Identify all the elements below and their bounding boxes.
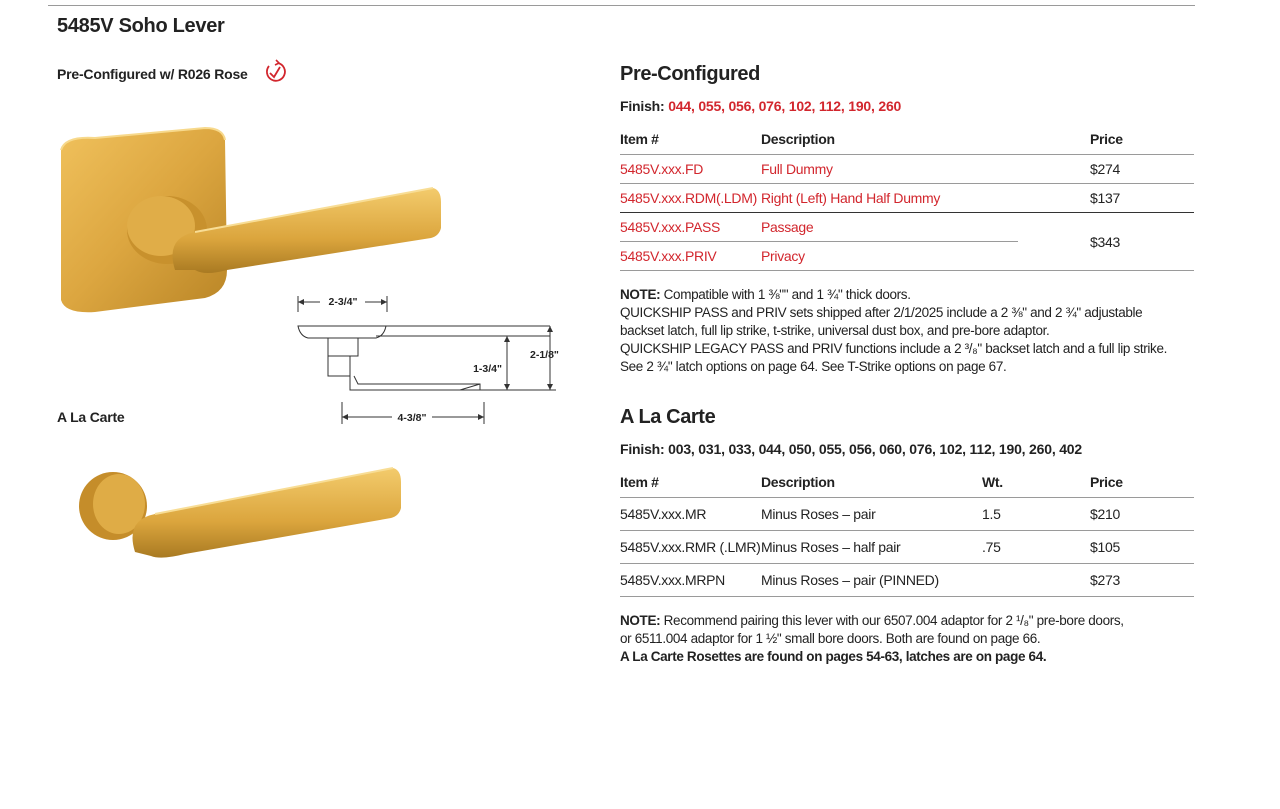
item-description: Passage xyxy=(761,213,1018,242)
dim-height-center: 1-3/4" xyxy=(473,363,502,375)
col-description-header: Description xyxy=(761,467,982,498)
item-price: $210 xyxy=(1090,498,1194,531)
alacarte-table xyxy=(620,467,1194,597)
alacarte-title: A La Carte xyxy=(620,406,716,428)
finish-values: 044, 055, 056, 076, 102, 112, 190, 260 xyxy=(668,98,902,114)
item-price: $137 xyxy=(1090,184,1194,213)
col-item-header: Item # xyxy=(620,124,761,155)
item-number: 5485V.xxx.RDM(.LDM) xyxy=(620,184,761,213)
item-description: Privacy xyxy=(761,242,1018,271)
table-header-row xyxy=(620,124,1194,155)
preconfigured-note xyxy=(620,286,1167,376)
item-number: 5485V.xxx.FD xyxy=(620,155,761,184)
item-number: 5485V.xxx.MRPN xyxy=(620,564,761,597)
top-rule xyxy=(48,5,1195,6)
item-weight xyxy=(982,564,1090,597)
note-line: See 2 ¾" latch options on page 64. See T-Strike options on page 67. xyxy=(620,359,1007,374)
table-row xyxy=(620,498,1194,531)
note-line: Recommend pairing this lever with our 6507.004 adaptor for 2 ¹/₈" pre-bore doors, xyxy=(660,613,1124,628)
lever-only-image xyxy=(75,458,410,568)
item-description: Minus Roses – pair (PINNED) xyxy=(761,564,982,597)
dimension-drawing xyxy=(280,290,580,430)
quickship-clock-check-icon xyxy=(262,58,288,86)
item-number: 5485V.xxx.PASS xyxy=(620,213,761,242)
finish-label: Finish: xyxy=(620,98,665,114)
table-row xyxy=(620,184,1194,213)
note-label: NOTE: xyxy=(620,613,661,628)
item-weight: 1.5 xyxy=(982,498,1090,531)
item-number: 5485V.xxx.PRIV xyxy=(620,242,761,271)
dim-top-width: 2-3/4" xyxy=(328,296,358,308)
col-price-header: Price xyxy=(1090,467,1194,498)
note-line: Compatible with 1 ⅜"" and 1 ¾" thick doors. xyxy=(660,287,911,302)
alacarte-finish xyxy=(620,441,1082,457)
note-label: NOTE: xyxy=(620,287,661,302)
table-header-row xyxy=(620,467,1194,498)
note-line: or 6511.004 adaptor for 1 ½" small bore doors. Both are found on page 66. xyxy=(620,631,1041,646)
col-item-header: Item # xyxy=(620,467,761,498)
col-description-header: Description xyxy=(761,124,1018,155)
finish-values: 003, 031, 033, 044, 050, 055, 056, 060, 076, 102, 112, 190, 260, 402 xyxy=(664,441,1082,457)
table-row xyxy=(620,155,1194,184)
table-row xyxy=(620,213,1194,242)
finish-label: Finish: xyxy=(620,441,665,457)
item-description: Full Dummy xyxy=(761,155,1018,184)
preconfigured-label: Pre-Configured w/ R026 Rose xyxy=(57,66,248,82)
item-number: 5485V.xxx.MR xyxy=(620,498,761,531)
note-line: backset latch, full lip strike, t-strike, universal dust box, and pre-bore adaptor. xyxy=(620,323,1050,338)
dim-projection: 4-3/8" xyxy=(397,412,427,424)
item-number: 5485V.xxx.RMR (.LMR) xyxy=(620,531,761,564)
table-row xyxy=(620,531,1194,564)
item-price: $274 xyxy=(1090,155,1194,184)
item-weight: .75 xyxy=(982,531,1090,564)
item-description: Minus Roses – pair xyxy=(761,498,982,531)
page-title: 5485V Soho Lever xyxy=(57,15,225,37)
dim-height-total: 2-1/8" xyxy=(530,349,559,361)
item-price: $343 xyxy=(1090,213,1194,271)
note-line: A La Carte Rosettes are found on pages 54-63, latches are on page 64. xyxy=(620,649,1047,664)
item-price: $273 xyxy=(1090,564,1194,597)
note-line: QUICKSHIP LEGACY PASS and PRIV functions include a 2 ³/₈" backset latch and a full lip strike. xyxy=(620,341,1168,356)
preconfigured-finish xyxy=(620,98,901,114)
note-line: QUICKSHIP PASS and PRIV sets shipped after 2/1/2025 include a 2 ⅜" and 2 ¾" adjustable xyxy=(620,305,1143,320)
preconfigured-table xyxy=(620,124,1194,271)
table-row xyxy=(620,564,1194,597)
col-price-header: Price xyxy=(1090,124,1194,155)
item-description: Right (Left) Hand Half Dummy xyxy=(761,184,1018,213)
item-price: $105 xyxy=(1090,531,1194,564)
alacarte-label: A La Carte xyxy=(57,409,125,425)
alacarte-note xyxy=(620,612,1124,666)
preconfigured-title: Pre-Configured xyxy=(620,63,760,85)
col-wt-header: Wt. xyxy=(982,467,1090,498)
item-description: Minus Roses – half pair xyxy=(761,531,982,564)
